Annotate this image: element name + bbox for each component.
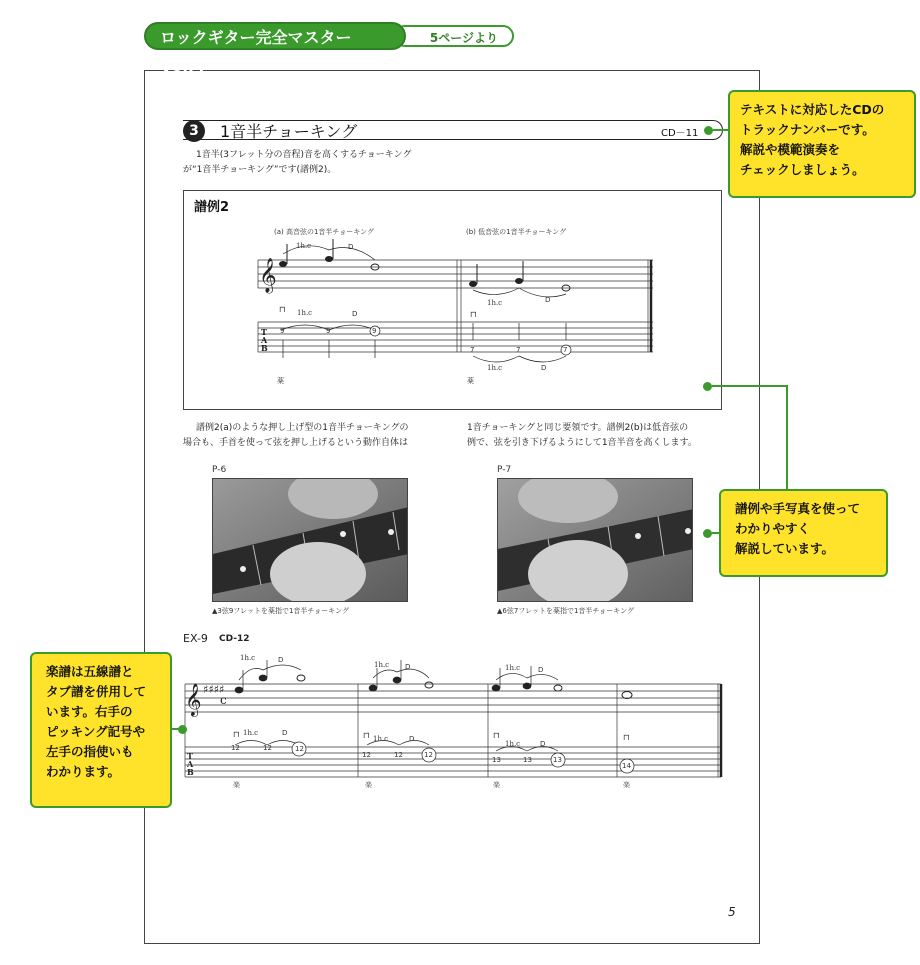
- svg-text:𝄞: 𝄞: [259, 258, 277, 293]
- intro-line-1: 1音半(3フレット分の音程)音を高くするチョーキング: [196, 150, 412, 160]
- ex9-tab-m1-1: 12: [231, 744, 240, 752]
- callout-cd-line-1: テキストに対応したCDの: [740, 102, 885, 117]
- score-example-notation: [183, 190, 722, 410]
- tab-b-2: 7: [516, 346, 521, 354]
- svg-text:♯♯♯♯: ♯♯♯♯: [203, 683, 225, 696]
- svg-text:⊓: ⊓: [470, 310, 477, 319]
- ex9-cd-label: CD-12: [219, 634, 250, 644]
- score-example-title: 譜例2: [194, 200, 230, 215]
- cd-track-label: CD－11: [661, 128, 699, 139]
- ex9-d-m3: D: [538, 666, 544, 674]
- callout-tab-line-4: ピッキング記号や: [46, 724, 146, 739]
- svg-text:B: B: [261, 343, 268, 353]
- section-number: 3: [183, 120, 205, 142]
- label-1hc-b-tab: 1h.c: [487, 364, 503, 372]
- callout-cd-line-2: トラックナンバーです。: [740, 122, 875, 137]
- callout-photo: [719, 489, 888, 577]
- svg-text:⊓: ⊓: [279, 305, 286, 314]
- fingering-a: 薬: [277, 377, 284, 385]
- ex9-1hc-tab-m2: 1h.c: [373, 735, 389, 743]
- label-d-b-tab: D: [541, 364, 547, 372]
- ex9-d-tab-m3: D: [540, 740, 546, 748]
- svg-text:⊓: ⊓: [623, 733, 630, 742]
- ex9-d-m1: D: [278, 656, 284, 664]
- ex9-tab-m4-1: 14: [622, 762, 631, 770]
- label-1hc-a: 1h.c: [296, 242, 312, 250]
- callout-photo-line-3: 解説しています。: [735, 541, 835, 556]
- callout-cd-line-4: チェックしましょう。: [740, 162, 865, 177]
- ex9-tab-m1-2: 12: [263, 744, 272, 752]
- from-page-label: 5ページより: [394, 25, 514, 47]
- photo-connector-h: [712, 385, 788, 387]
- callout-tab: [30, 652, 172, 808]
- callout-tab-line-6: わかります。: [46, 764, 121, 779]
- ex9-1hc-tab-m1: 1h.c: [243, 729, 259, 737]
- fingering-b: 薬: [467, 377, 474, 385]
- ex9-d-m2: D: [405, 663, 411, 671]
- label-d-b: D: [545, 296, 551, 304]
- caption-a: (a) 高音弦の1音半チョーキング: [274, 228, 375, 236]
- score-marker-dot: [703, 382, 712, 391]
- ex9-tab-m3-1: 13: [492, 756, 501, 764]
- svg-text:⊓: ⊓: [493, 731, 500, 740]
- callout-photo-line-1: 譜例や手写真を使って: [735, 501, 861, 516]
- svg-text:T: T: [261, 327, 267, 337]
- tab-b-3: 7: [563, 346, 568, 354]
- svg-text:⊓: ⊓: [363, 731, 370, 740]
- tab-a-2: 9: [326, 327, 331, 335]
- tab-b-1: 7: [470, 346, 475, 354]
- callout-cd-track: [728, 90, 916, 198]
- photo-2-label: P-7: [497, 465, 512, 475]
- svg-text:A: A: [187, 759, 194, 769]
- tab-marker-dot: [178, 725, 187, 734]
- svg-text:T: T: [187, 751, 193, 761]
- svg-text:A: A: [261, 335, 268, 345]
- page-number: 5: [728, 905, 736, 919]
- caption-b: (b) 低音弦の1音半チョーキング: [466, 228, 567, 236]
- label-1hc-a-tab: 1h.c: [297, 309, 313, 317]
- ex9-1hc-tab-m3: 1h.c: [505, 740, 521, 748]
- label-d-a: D: [348, 243, 354, 251]
- callout-cd-line-3: 解説や模範演奏を: [740, 142, 841, 157]
- ex9-label: EX-9: [183, 632, 208, 645]
- svg-text:楽: 楽: [623, 781, 630, 789]
- ex9-tab-m3-3: 13: [553, 756, 562, 764]
- ex9-1hc-m2: 1h.c: [374, 661, 390, 669]
- photo-1-label: P-6: [212, 465, 227, 475]
- ex9-notation: [183, 650, 723, 790]
- ex9-1hc-m3: 1h.c: [505, 664, 521, 672]
- body-col1-line2: 場合も、手首を使って弦を押し上げるという動作自体は: [183, 438, 409, 448]
- ex9-tab-m1-3: 12: [295, 745, 304, 753]
- tab-a-1: 9: [280, 327, 285, 335]
- callout-tab-line-2: タブ譜を併用して: [46, 684, 147, 699]
- intro-line-2: が“1音半チョーキング”です(譜例2)。: [183, 165, 337, 175]
- photo-2-guitar-hand: [497, 478, 693, 602]
- book-title: ロックギター完全マスター Vol.4: [144, 22, 406, 50]
- body-col1-line1: 譜例2(a)のような押し上げ型の1音半チョーキングの: [196, 423, 409, 433]
- callout-tab-line-3: います。右手の: [46, 704, 133, 719]
- ex9-tab-m3-2: 13: [523, 756, 532, 764]
- photo-1-guitar-hand: [212, 478, 408, 602]
- svg-text:𝄞: 𝄞: [185, 683, 202, 716]
- ex9-tab-m2-1: 12: [362, 751, 371, 759]
- body-col2-line1: 1音チョーキングと同じ要領です。譜例2(b)は低音弦の: [467, 423, 689, 433]
- callout-tab-line-5: 左手の指使いも: [46, 744, 134, 759]
- ex9-tab-m2-3: 12: [424, 751, 433, 759]
- body-col2-line2: 例で、弦を引き下げるようにして1音半音を高くします。: [467, 438, 697, 448]
- label-d-a-tab: D: [352, 310, 358, 318]
- label-1hc-b: 1h.c: [487, 299, 503, 307]
- svg-text:楽: 楽: [233, 781, 240, 789]
- ex9-d-tab-m2: D: [409, 735, 415, 743]
- photo-2-caption: ▲6弦7フレットを薬指で1音半チョーキング: [497, 607, 634, 615]
- ex9-tab-m2-2: 12: [394, 751, 403, 759]
- tab-a-3: 9: [372, 327, 377, 335]
- ex9-d-tab-m1: D: [282, 729, 288, 737]
- svg-text:楽: 楽: [365, 781, 372, 789]
- photo-connector-v: [786, 385, 788, 489]
- photo-marker-dot: [703, 529, 712, 538]
- ex9-1hc-m1: 1h.c: [240, 654, 256, 662]
- callout-photo-line-2: わかりやすく: [735, 521, 811, 536]
- section-title: 1音半チョーキング: [220, 122, 358, 141]
- svg-text:c: c: [220, 693, 227, 707]
- tab-connector-stub: [171, 728, 179, 730]
- svg-text:B: B: [187, 767, 194, 777]
- svg-text:⊓: ⊓: [233, 730, 240, 739]
- cd-connector-line: [713, 129, 729, 131]
- cd-marker-dot: [704, 126, 713, 135]
- svg-text:楽: 楽: [493, 781, 500, 789]
- callout-tab-line-1: 楽譜は五線譜と: [46, 664, 134, 679]
- photo-1-caption: ▲3弦9フレットを薬指で1音半チョーキング: [212, 607, 349, 615]
